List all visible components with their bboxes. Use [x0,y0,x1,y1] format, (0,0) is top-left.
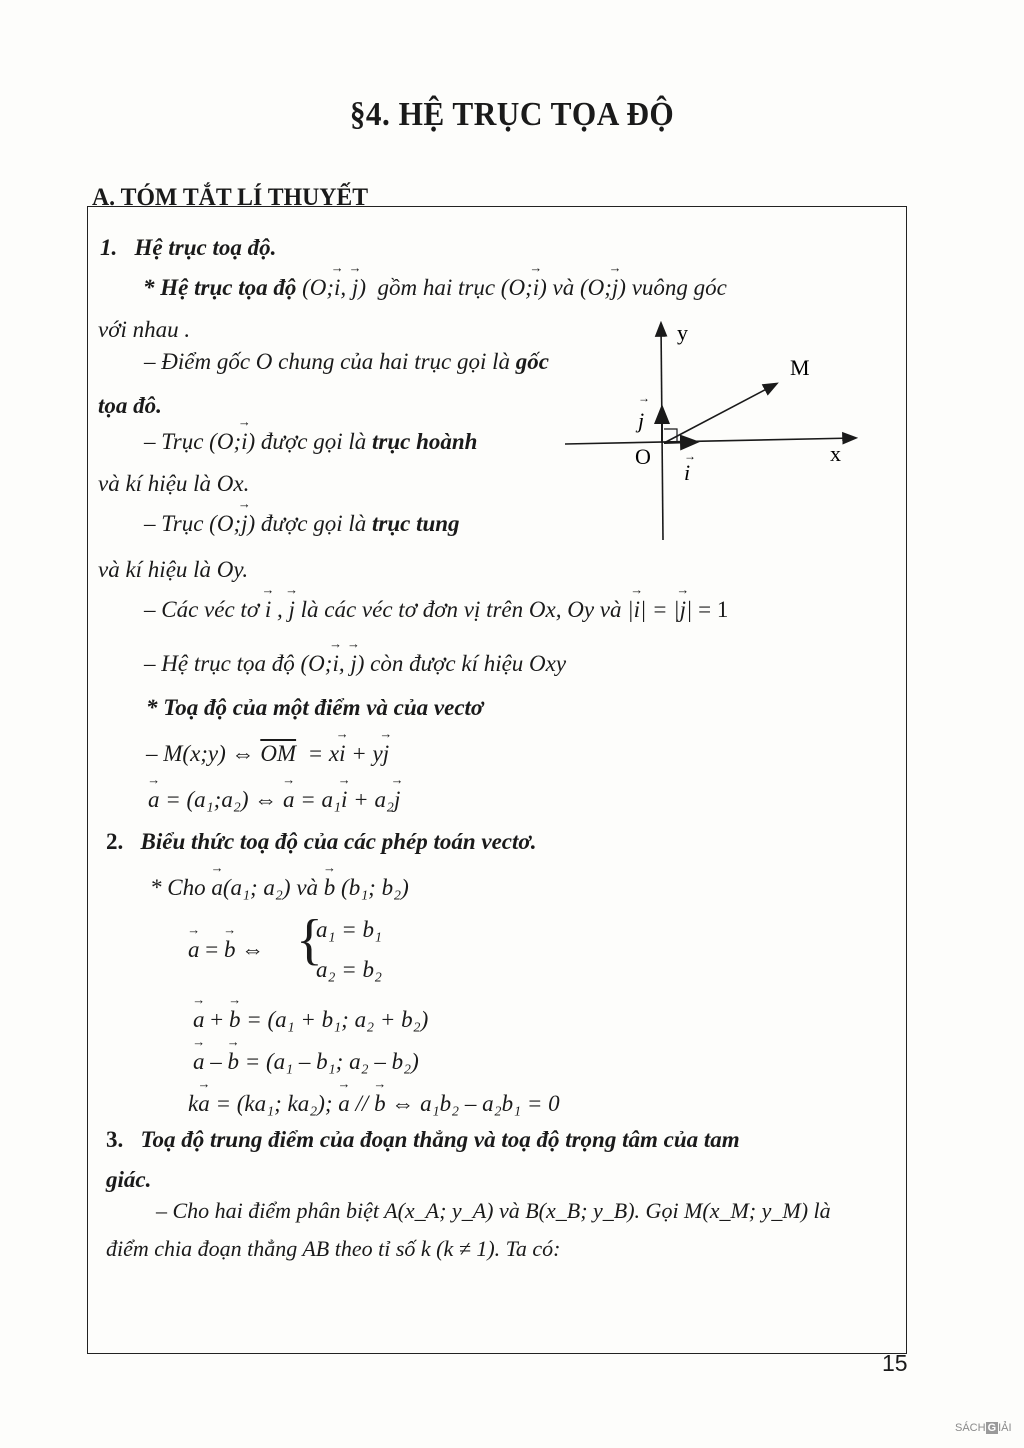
origin-definition-line2: tọa đô. [98,393,162,418]
equality-condition: → a = → b ⇔ [188,938,264,961]
section-heading: A. TÓM TẮT LÍ THUYẾT [92,184,369,211]
j-arrow-mark: → [638,391,650,405]
i-label: i [684,460,691,485]
oy-definition: – Trục (O;→ j) được gọi là trục tung [144,512,460,535]
watermark-logo: SÁCH G IẢI [955,1422,1012,1434]
x-label: x [830,441,841,466]
oxy-notation-line: – Hệ trục tọa độ (O;→ i, → j) còn được kí hiệu Oxy [144,652,566,675]
unit-vectors-line: – Các véc tơ → i , → j là các véc tơ đơn vị trên Ox, Oy và |→ i| = |→ j| = 1 [144,598,728,621]
j-label: j [638,408,645,433]
unit-vector-i [664,442,696,443]
x-axis [565,438,855,444]
ox-definition: – Trục (O;→ i) được gọi là trục hoành [144,430,477,453]
vector-om [664,384,776,443]
part3-body-line1: – Cho hai điểm phân biệt A(x_A; y_A) và B(x_B; y_B). Gọi M(x_M; y_M) là [156,1198,831,1223]
page-number: 15 [882,1350,908,1376]
vector-formula: → a = (a₁;a₂) ⇔ → a = a₁→ i + a₂→ j [148,788,400,811]
sum-formula: → a + → b = (a₁ + b₁; a₂ + b₂) [193,1008,428,1031]
coordinate-diagram [560,310,880,550]
y-label: y [677,320,688,345]
part3-body-line2: điểm chia đoạn thẳng AB theo tỉ số k (k ≠ 1). Ta có: [106,1236,561,1261]
m-label: M [790,355,810,380]
part1-heading: 1. Hệ trục toạ độ. [100,235,277,260]
ox-definition-line2: và kí hiệu là Ox. [98,471,250,496]
system-eq-1: a₁ = b₁ [316,917,383,942]
system-brace: { [296,909,323,971]
origin-label: O [635,444,651,469]
system-eq-2: a₂ = b₂ [316,957,383,982]
part2-heading: 2. Biểu thức toạ độ của các phép toán vectơ. [106,829,537,854]
i-arrow-mark: → [684,449,696,463]
coord-heading: * Toạ độ của một điểm và của vectơ [146,695,484,720]
oy-definition-line2: và kí hiệu là Oy. [98,557,249,582]
part3-heading-line2: giác. [106,1167,152,1192]
given-vectors: * Cho → a(a₁; a₂) và → b (b₁; b₂) [150,876,409,899]
difference-formula: → a – → b = (a₁ – b₁; a₂ – b₂) [193,1050,419,1073]
scalar-parallel-formula: k→ a = (ka₁; ka₂); → a // → b ⇔ a₁b₂ – a₂b₁ = 0 [188,1092,560,1115]
part1-intro-line2: với nhau . [98,317,191,342]
part1-intro: * Hệ trục tọa độ (O;→ i, → j) gồm hai trục (O;→ i) và (O;→ j) vuông góc [143,276,727,299]
point-formula: – M(x;y) ⇔ $\overline{OM} = x\to i + y\to j$ [146,742,389,765]
part3-heading: 3. Toạ độ trung điểm của đoạn thẳng và toạ độ trọng tâm của tam [106,1127,740,1152]
origin-definition: – Điểm gốc O chung của hai trục gọi là gốc [144,349,549,374]
page-title: §4. HỆ TRỤC TỌA ĐỘ [349,96,675,133]
